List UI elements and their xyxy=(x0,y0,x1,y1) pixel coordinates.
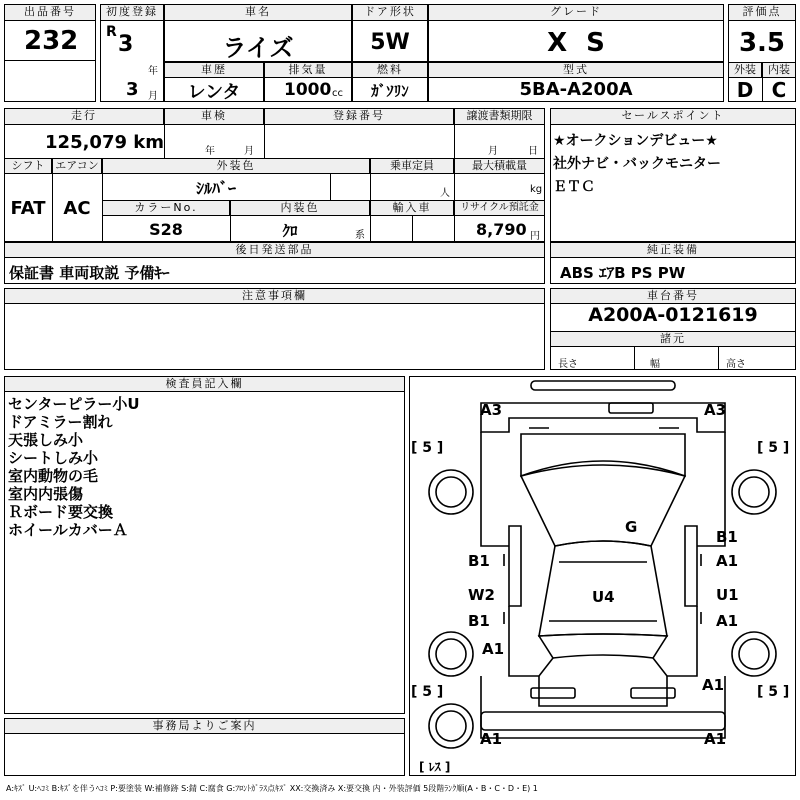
history-label: 車歴 xyxy=(164,62,264,78)
inspector-note-6: 室内内張傷 xyxy=(8,485,84,503)
mark-b1-right: B1 xyxy=(716,528,738,546)
insp-year-unit: 年 xyxy=(205,146,215,157)
model-label: 型式 xyxy=(428,62,724,78)
mark-u4: U4 xyxy=(592,588,615,606)
recycle-label: リサイクル預託金 xyxy=(454,200,545,216)
inspection-label: 車検 xyxy=(164,108,264,125)
spec-height: 高さ xyxy=(726,359,746,370)
after-parts-value: 保証書 車両取説 予備ｷｰ xyxy=(9,264,170,282)
tread-rear-left: [ 5 ] xyxy=(411,684,444,700)
fuel-label: 燃料 xyxy=(352,62,428,78)
shift-label: シフト xyxy=(4,158,52,174)
sales-point-label: セールスポイント xyxy=(550,108,796,125)
int-color-suffix: 系 xyxy=(355,230,365,241)
displacement-label: 排気量 xyxy=(264,62,352,78)
inspector-label: 検査員記入欄 xyxy=(4,376,405,392)
reg-month: 3 xyxy=(126,79,139,100)
transfer-month-unit: 月 xyxy=(488,146,498,157)
transfer-day-unit: 日 xyxy=(528,146,538,157)
displacement-unit: cc xyxy=(332,88,343,99)
rating-value: 3.5 xyxy=(738,28,786,58)
tread-front-left: [ 5 ] xyxy=(411,440,444,456)
spec-length: 長さ xyxy=(558,359,578,370)
exterior-score: D xyxy=(736,78,754,102)
rating-label: 評価点 xyxy=(728,4,796,21)
mark-a3-right: A3 xyxy=(704,401,727,419)
chassis-label: 車台番号 xyxy=(550,288,796,304)
insp-month-unit: 月 xyxy=(244,146,254,157)
car-diagram xyxy=(409,376,796,776)
inspector-note-1: センターピラー小U xyxy=(8,395,140,413)
inspector-note-3: 天張しみ小 xyxy=(8,431,84,449)
year-unit: 年 xyxy=(148,66,158,77)
mark-a1-right-low: A1 xyxy=(716,612,739,630)
history-value: レンタ xyxy=(187,82,241,103)
mark-a1-bottom-right: A1 xyxy=(704,730,727,748)
genuine-label: 純正装備 xyxy=(550,242,796,258)
inspector-note-2: ドアミラー割れ xyxy=(8,413,113,431)
color-no-label: カラーNo. xyxy=(102,200,230,216)
mark-a1-bottom-left: A1 xyxy=(480,730,503,748)
mileage-label: 走行 xyxy=(4,108,164,125)
load-label: 最大積載量 xyxy=(454,158,545,174)
sales-point-box xyxy=(550,108,796,242)
ext-color-value: ｼﾙﾊﾞｰ xyxy=(195,179,236,198)
mark-b1-left: B1 xyxy=(468,552,490,570)
capacity-label: 乗車定員 xyxy=(370,158,454,174)
mark-g: G xyxy=(625,518,638,536)
sales-point-line-3: ＥＴＣ xyxy=(553,179,595,195)
interior-score: C xyxy=(771,78,787,102)
tread-rear-right: [ 5 ] xyxy=(757,684,790,700)
recycle-value: 8,790 xyxy=(476,220,527,239)
era: R xyxy=(106,24,117,40)
capacity-unit: 人 xyxy=(440,188,450,199)
mark-a1-right-mid: A1 xyxy=(716,552,739,570)
lot-label: 出品番号 xyxy=(4,4,96,21)
grade-value: X S xyxy=(547,28,605,58)
door-label: ドア形状 xyxy=(352,4,428,21)
car-name-label: 車名 xyxy=(164,4,352,21)
legend-text: A:ｷｽﾞ U:ﾍｺﾐ B:ｷｽﾞを伴うﾍｺﾐ P:要塗装 W:補修跡 S:錆 C:腐食 G:ﾌﾛﾝﾄｶﾞﾗｽ点ｷｽﾞ XX:交換済み X:要交換 内・外装評価 5段階ﾗﾝｸ順(A・B・C・D・E) 1 xyxy=(6,784,538,793)
recycle-unit: 円 xyxy=(530,231,540,242)
first-reg-label: 初度登録 xyxy=(100,4,164,21)
shift-value: FAT xyxy=(10,198,46,219)
lot-value: 232 xyxy=(24,26,79,56)
transfer-doc-label: 譲渡書類期限 xyxy=(454,108,545,125)
genuine-value: ABS ｴｱB PS PW xyxy=(560,264,686,282)
grade-label: グレード xyxy=(428,4,724,21)
mileage-value: 125,079 km xyxy=(45,132,164,153)
inspector-note-4: シートしみ小 xyxy=(8,449,99,467)
inspector-note-5: 室内動物の毛 xyxy=(8,467,99,485)
load-unit: kg xyxy=(530,184,543,195)
ac-label: エアコン xyxy=(52,158,102,174)
mark-a3-left: A3 xyxy=(480,401,503,419)
mark-w2: W2 xyxy=(468,586,495,604)
after-parts-label: 後日発送部品 xyxy=(4,242,545,258)
spare-tire-label: [ ﾚｽ ] xyxy=(419,760,451,774)
mark-b1-left-low: B1 xyxy=(468,612,490,630)
reg-year: 3 xyxy=(118,32,134,57)
reg-number-label: 登録番号 xyxy=(264,108,454,125)
mark-u1: U1 xyxy=(716,586,739,604)
car-name: ライズ xyxy=(222,34,294,62)
import-label: 輸入車 xyxy=(370,200,454,216)
int-color-value: ｸﾛ xyxy=(282,222,298,240)
interior-label: 内装 xyxy=(762,62,796,78)
notes-label: 注意事項欄 xyxy=(4,288,545,304)
displacement-value: 1000 xyxy=(284,80,332,100)
exterior-label: 外装 xyxy=(728,62,762,78)
specs-label: 諸元 xyxy=(550,331,796,347)
int-color-label: 内装色 xyxy=(230,200,370,216)
door-value: 5W xyxy=(370,30,410,55)
office-label: 事務局よりご案内 xyxy=(4,718,405,734)
tread-front-right: [ 5 ] xyxy=(757,440,790,456)
fuel-value: ｶﾞｿﾘﾝ xyxy=(371,82,409,100)
ac-value: AC xyxy=(63,198,91,219)
spec-width: 幅 xyxy=(650,359,660,370)
ext-color-label: 外装色 xyxy=(102,158,370,174)
inspector-note-7: Ｒボード要交換 xyxy=(8,503,114,521)
mark-a1-left-wheel: A1 xyxy=(482,640,505,658)
color-no-value: S28 xyxy=(149,220,183,239)
mark-a1-right-wheel: A1 xyxy=(702,676,725,694)
inspector-note-8: ホイールカバーＡ xyxy=(8,521,128,539)
chassis-value: A200A-0121619 xyxy=(588,304,758,326)
month-unit: 月 xyxy=(148,91,158,102)
sales-point-line-2: 社外ナビ・バックモニター xyxy=(553,156,721,172)
model-value: 5BA-A200A xyxy=(519,79,633,100)
sales-point-line-1: ★オークションデビュー★ xyxy=(553,133,718,149)
